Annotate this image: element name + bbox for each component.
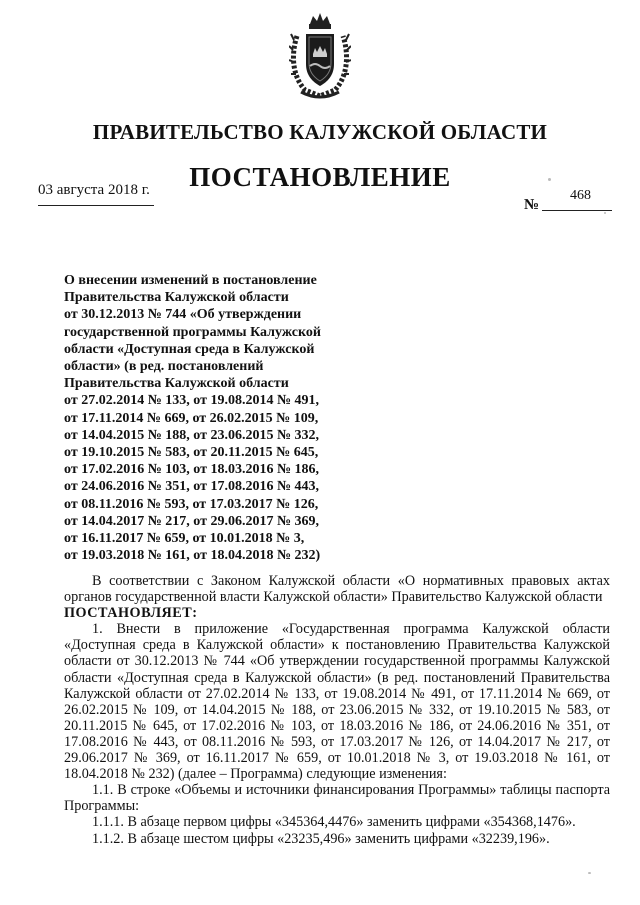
number-underline [542, 210, 612, 211]
kaluga-coat-of-arms-icon [289, 10, 351, 102]
government-name: ПРАВИТЕЛЬСТВО КАЛУЖСКОЙ ОБЛАСТИ [92, 120, 548, 144]
document-number: 468 [570, 188, 591, 203]
scan-speck [588, 872, 591, 874]
document-body [64, 573, 610, 847]
date-underline [38, 205, 154, 206]
item-1-1-1-paragraph: 1.1.1. В абзаце первом цифры «345364,4476» заменить цифрами «354368,1476». [92, 814, 576, 831]
document-subject: О внесении изменений в постановление Правительства Калужской области от 30.12.2013 № 744 «Об утверждении государственной программы Калужской области «Доступная среда в Калужской области» (в ред. постановлений Правительства Калужской области от 27.02.2014 № 133, от 19.08.2014 № 491, от 17.11.2014 № 669, от 26.02.2015 № 109, от 14.04.2015 № 188, от 23.06.2015 № 332, от 19.10.2015 № 583, от 20.11.2015 № 645, от 17.02.2016 № 103, от 18.03.2016 № 186, от 24.06.2016 № 351, от 17.08.2016 № 443, от 08.11.2016 № 593, от 17.03.2017 № 126, от 14.04.2017 № 217, от 29.06.2017 № 369, от 16.11.2017 № 659, от 10.01.2018 № 3, от 19.03.2018 № 161, от 18.04.2018 № 232) [64, 273, 321, 564]
number-sign: № [524, 197, 540, 213]
document-date: 03 августа 2018 г. [38, 182, 150, 198]
item-1-paragraph: 1. Внести в приложение «Государственная программа Калужской области «Доступная среда в Калужской области» к постановлению Правительства Калужской области от 30.12.2013 № 744 «Об утверждении государственной программы Калужской области «Доступная среда в Калужской области» (в ред. постановлений Правительства Калужской области от 27.02.2014 № 133, от 19.08.2014 № 491, от 17.11.2014 № 669, от 26.02.2015 № 109, от 14.04.2015 № 188, от 23.06.2015 № 332, от 19.10.2015 № 583, от 20.11.2015 № 645, от 17.02.2016 № 103, от 18.03.2016 № 186, от 24.06.2016 № 351, от 17.08.2016 № 443, от 08.11.2016 № 593, от 17.03.2017 № 126, от 14.04.2017 № 217, от 29.06.2017 № 369, от 16.11.2017 № 659, от 10.01.2018 № 3, от 19.03.2018 № 161, от 18.04.2018 № 232) (далее – Программа) следующие изменения: [64, 621, 610, 783]
scan-speck [548, 178, 551, 181]
decides-heading: ПОСТАНОВЛЯЕТ: [64, 605, 198, 622]
item-1-1-2-paragraph: 1.1.2. В абзаце шестом цифры «23235,496» заменить цифрами «32239,196». [92, 830, 550, 847]
document-type-title: ПОСТАНОВЛЕНИЕ [189, 162, 451, 192]
item-1-1-paragraph: 1.1. В строке «Объемы и источники финансирования Программы» таблицы паспорта Программы: [64, 782, 610, 815]
preamble-paragraph: В соответствии с Законом Калужской области «О нормативных правовых актах органов государственной власти Калужской области» Правительство Калужской области [64, 573, 610, 606]
scan-speck [604, 212, 606, 214]
